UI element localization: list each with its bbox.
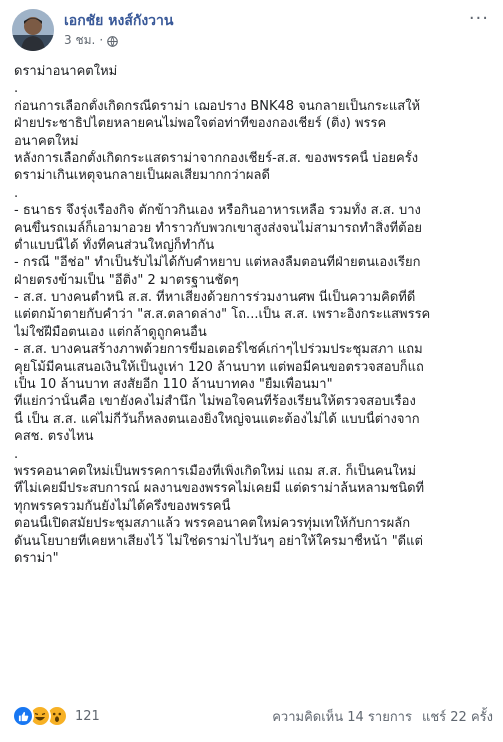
reaction-count[interactable]: 121 <box>75 708 100 724</box>
comments-count[interactable]: ความคิดเห็น 14 รายการ <box>272 709 412 725</box>
post-text-line: ฝ่ายตรงข้ามเป็น "อีติ่ง" 2 มาตรฐานชัดๆ <box>14 272 239 288</box>
post-text-line: เป็น 10 ล้านบาท สงสัยอีก 110 ล้านบาทคง "ยืมเพื่อนมา" <box>14 377 333 393</box>
timestamp-row <box>64 32 173 48</box>
post-footer <box>12 702 493 730</box>
post-text-line: ดันนโยบายที่เคยหาเสียงไว้ ไม่ใช่ดราม่าไปวันๆ อย่าให้ใครมาชี้หน้า "ดีแต่ <box>14 533 423 549</box>
post-text-line: . <box>14 185 19 201</box>
post-text-line: - ส.ส. บางคนตำหนิ ส.ส. ที่หาเสียงด้วยการร่วมงานศพ นี่เป็นความคิดที่ดี <box>14 290 416 306</box>
globe-icon[interactable] <box>107 35 118 46</box>
post-text-line: - กรณี "อีช่อ" ทำเป็นรับไม่ได้กับคำหยาบ แต่หลงลืมตอนที่ฝ่ายตนเองเรียก <box>14 255 421 271</box>
profile-photo <box>12 9 54 51</box>
like-icon <box>12 705 34 727</box>
post-text-line: ไม่ใช่ฝีมือตนเอง แต่กล้าดูถูกคนอื่น <box>14 324 207 340</box>
post-text-line: ดราม่า" <box>14 550 59 566</box>
post-text-line: คสช. ตรงไหน <box>14 429 94 445</box>
post-text-line: ดราม่าเกินเหตุจนกลายเป็นผลเสียมากกว่าผลดี <box>14 168 270 184</box>
post-text-line: พรรคอนาคตใหม่เป็นพรรคการเมืองที่เพิ่งเกิดใหม่ แถม ส.ส. ก็เป็นคนใหม่ <box>14 463 417 479</box>
post-text-line: คนขึ้นรถเมล์ก็เอามาอวย ทำราวกับพวกเขาสูงส่งจนไม่สามารถทำสิ่งที่ต้อย <box>14 220 423 236</box>
post-text-line: ก่อนการเลือกตั้งเกิดกรณีดราม่า เฌอปราง BNK48 จนกลายเป็นกระแสให้ <box>14 98 421 114</box>
post-text-line: ที่แย่กว่านั้นคือ เขายังคงไม่สำนึก ไม่พอใจคนที่ร้องเรียนให้ตรวจสอบเรื่อง <box>14 394 416 410</box>
more-dots-icon[interactable]: ··· <box>468 8 489 29</box>
separator-dot: · <box>99 33 104 47</box>
post-text-line: - ส.ส. บางคนสร้างภาพด้วยการขี่มอเตอร์ไซค์เก่าๆไปร่วมประชุมสภา แถม <box>14 342 423 358</box>
avatar[interactable] <box>12 9 54 51</box>
post-text-line: แต่ตกม้าตายกับคำว่า "ส.ส.ตลาดล่าง" โถ...เป็น ส.ส. เพราะอิงกระแสพรรค <box>14 307 431 323</box>
post-text-line: - ธนาธร จึงรุ่งเรืองกิจ ตักข้าวกินเอง หรือกินอาหารเหลือ รวมทั้ง ส.ส. บาง <box>14 203 421 219</box>
post-text-line: ฝ่ายประชาธิปไตยหลายคนไม่พอใจต่อท่าทีของกองเชียร์ (ติ่ง) พรรค <box>14 116 387 132</box>
timestamp[interactable]: 3 ชม. <box>64 33 96 47</box>
post-text-line: ต่ำแบบนี้ได้ ทั้งที่คนส่วนใหญ่ก็ทำกัน <box>14 237 215 253</box>
post-text-line: หลังการเลือกตั้งเกิดกระแสดราม่าจากกองเชียร์-ส.ส. ของพรรคนี้ บ่อยครั้ง <box>14 150 419 166</box>
post-text-line: ดราม่าอนาคตใหม่ <box>14 64 118 79</box>
post-text-line: . <box>14 446 19 462</box>
post-text-line: คุยโม้มีคนเสนอเงินให้เป็นงูเห่า 120 ล้านบาท แต่พอมีคนขอตรวจสอบก็แถ <box>14 359 424 375</box>
post-header <box>12 8 173 52</box>
post-meta <box>64 12 173 48</box>
post-text-line: อนาคตใหม่ <box>14 133 79 149</box>
post-text-line: ที่ไม่เคยมีประสบการณ์ ผลงานของพรรคไม่เคยมี แต่ดราม่าล้นหลามชนิดที่ <box>14 481 425 497</box>
post-text-line: . <box>14 81 19 97</box>
shares-count[interactable]: แชร์ 22 ครั้ง <box>421 709 493 725</box>
reactions-summary[interactable] <box>12 705 100 727</box>
post-text-line: ตอนนี้เปิดสมัยประชุมสภาแล้ว พรรคอนาคตใหม่ควรทุ่มเทให้กับการผลัก <box>14 516 411 532</box>
post-text <box>14 63 493 567</box>
post-text-line: ทุกพรรครวมกันยังไม่ได้ครึ่งของพรรคนี้ <box>14 498 231 514</box>
post-text-line: นี้ เป็น ส.ส. แค่ไม่กี่วันก็หลงตนเองยิ่งใหญ่จนแตะต้องไม่ได้ แบบนี้ต่างจาก <box>14 411 420 427</box>
engagement-stats <box>272 706 493 727</box>
author-name[interactable]: เอกชัย หงส์กังวาน <box>64 13 174 29</box>
